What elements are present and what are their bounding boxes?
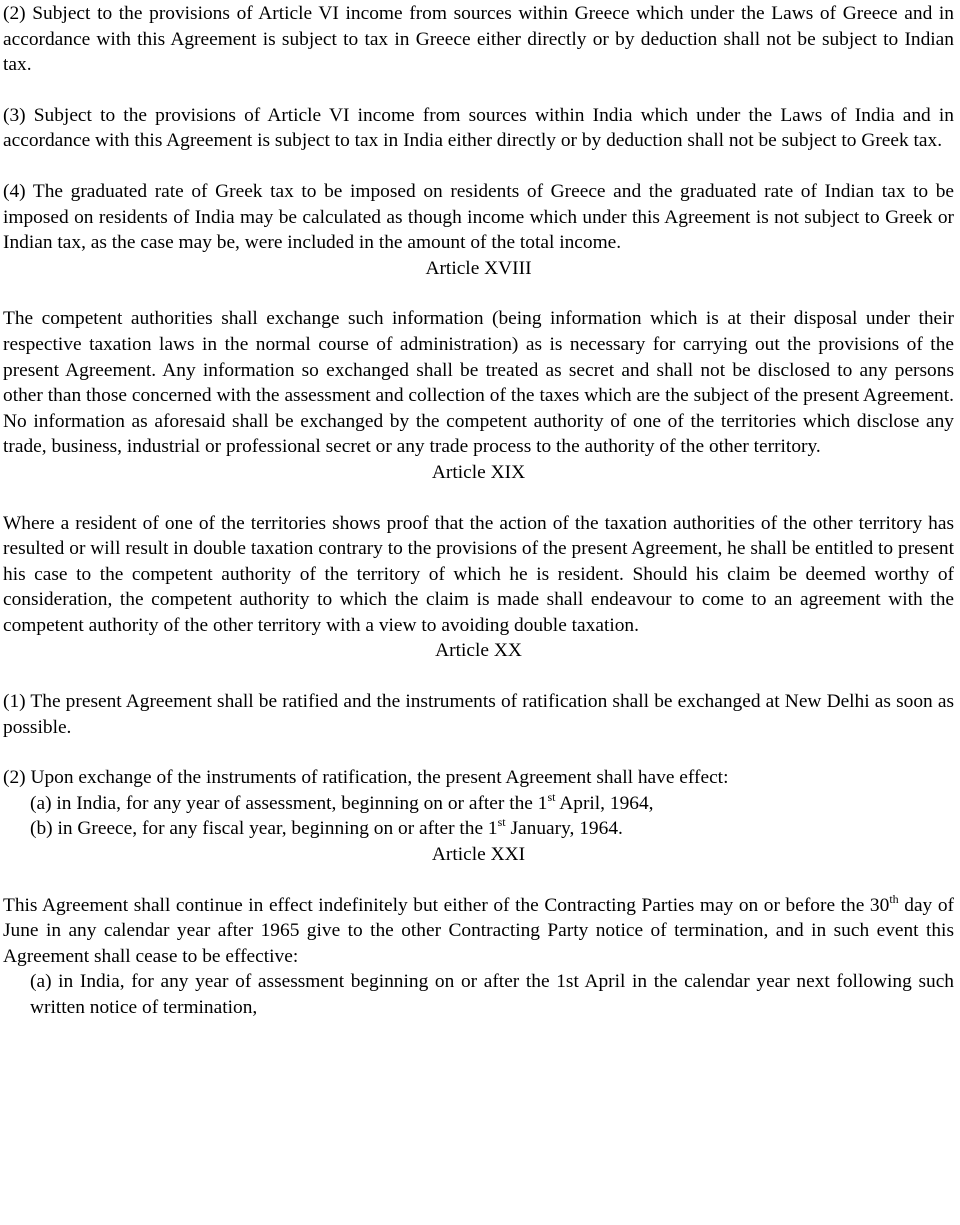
article-20-effect-list (3, 791, 954, 842)
article-20-item-b (30, 816, 954, 842)
article-21-body-rest: day of June in any calendar year after 1965 give to the other Contracting Party notice of termination, and in such event this Agreement shall cease to be effective: (3, 894, 954, 967)
article-20-item-b-date: January, 1964. (505, 818, 623, 840)
article-21-heading: Article XXI (431, 844, 526, 866)
article-17-paragraph-3: (3) Subject to the provisions of Article VI income from sources within India which under the Laws of India and in accordance with this Agreement is subject to tax in India either directly or by deduction shall not be subject to Greek tax. (3, 104, 954, 152)
article-20-item-a-date: April, 1964, (555, 792, 654, 814)
article-19-body: Where a resident of one of the territories shows proof that the action of the taxation authorities of the other territory has resulted or will result in double taxation contrary to the provisions of the present Agreement, he shall be entitled to present his case to the competent authority of the territory of which he is resident. Should his claim be deemed worthy of consideration, the competent authority to which the claim is made shall endeavour to come to an agreement with the competent authority of the other territory with a view to avoiding double taxation. (3, 512, 954, 636)
ordinal-suffix: st (547, 789, 556, 804)
article-20-paragraph-2: (2) Upon exchange of the instruments of ratification, the present Agreement shall have effect: (3, 767, 729, 789)
article-18-body: The competent authorities shall exchange such information (being information which is at their disposal under their respective taxation laws in the normal course of administration) as is necessary for carrying out the provisions of the present Agreement. Any information so exchanged shall be treated as secret and shall not be disclosed to any persons other than those concerned with the assessment and collection of the taxes which are the subject of the present Agreement. No information as aforesaid shall be exchanged by the competent authority of one of the territories which disclose any trade, business, industrial or professional secret or any trade process to the authority of the other territory. (3, 308, 954, 458)
article-17-paragraph-2: (2) Subject to the provisions of Article VI income from sources within Greece which under the Laws of Greece and in accordance with this Agreement is subject to tax in Greece either directly or by deduction shall not be subject to Indian tax. (3, 3, 954, 76)
article-21-body-text: This Agreement shall continue in effect indefinitely but either of the Contracting Parties may on or before the 30 (3, 894, 890, 916)
article-20-item-b-text: (b) in Greece, for any fiscal year, beginning on or after the 1 (30, 818, 498, 840)
article-21-body (3, 893, 954, 970)
article-17-paragraph-4: (4) The graduated rate of Greek tax to be imposed on residents of Greece and the graduated rate of Indian tax to be imposed on residents of India may be calculated as though income which under this Agreement is not subject to Greek or Indian tax, as the case may be, were included in the amount of the total income. (3, 180, 954, 254)
article-18-heading: Article XVIII (425, 257, 532, 279)
ordinal-suffix: th (889, 891, 899, 906)
article-19-heading: Article XIX (431, 461, 526, 483)
article-21-effect-list (3, 969, 954, 1020)
article-21-item-a: (a) in India, for any year of assessment beginning on or after the 1st April in the calendar year next following such written notice of termination, (30, 971, 954, 1018)
ordinal-suffix: st (497, 815, 506, 830)
article-20-item-a (30, 791, 954, 817)
article-20-item-a-text: (a) in India, for any year of assessment, beginning on or after the 1 (30, 792, 548, 814)
article-20-paragraph-1: (1) The present Agreement shall be ratified and the instruments of ratification shall be exchanged at New Delhi as soon as possible. (3, 691, 954, 738)
article-20-heading: Article XX (435, 640, 522, 662)
